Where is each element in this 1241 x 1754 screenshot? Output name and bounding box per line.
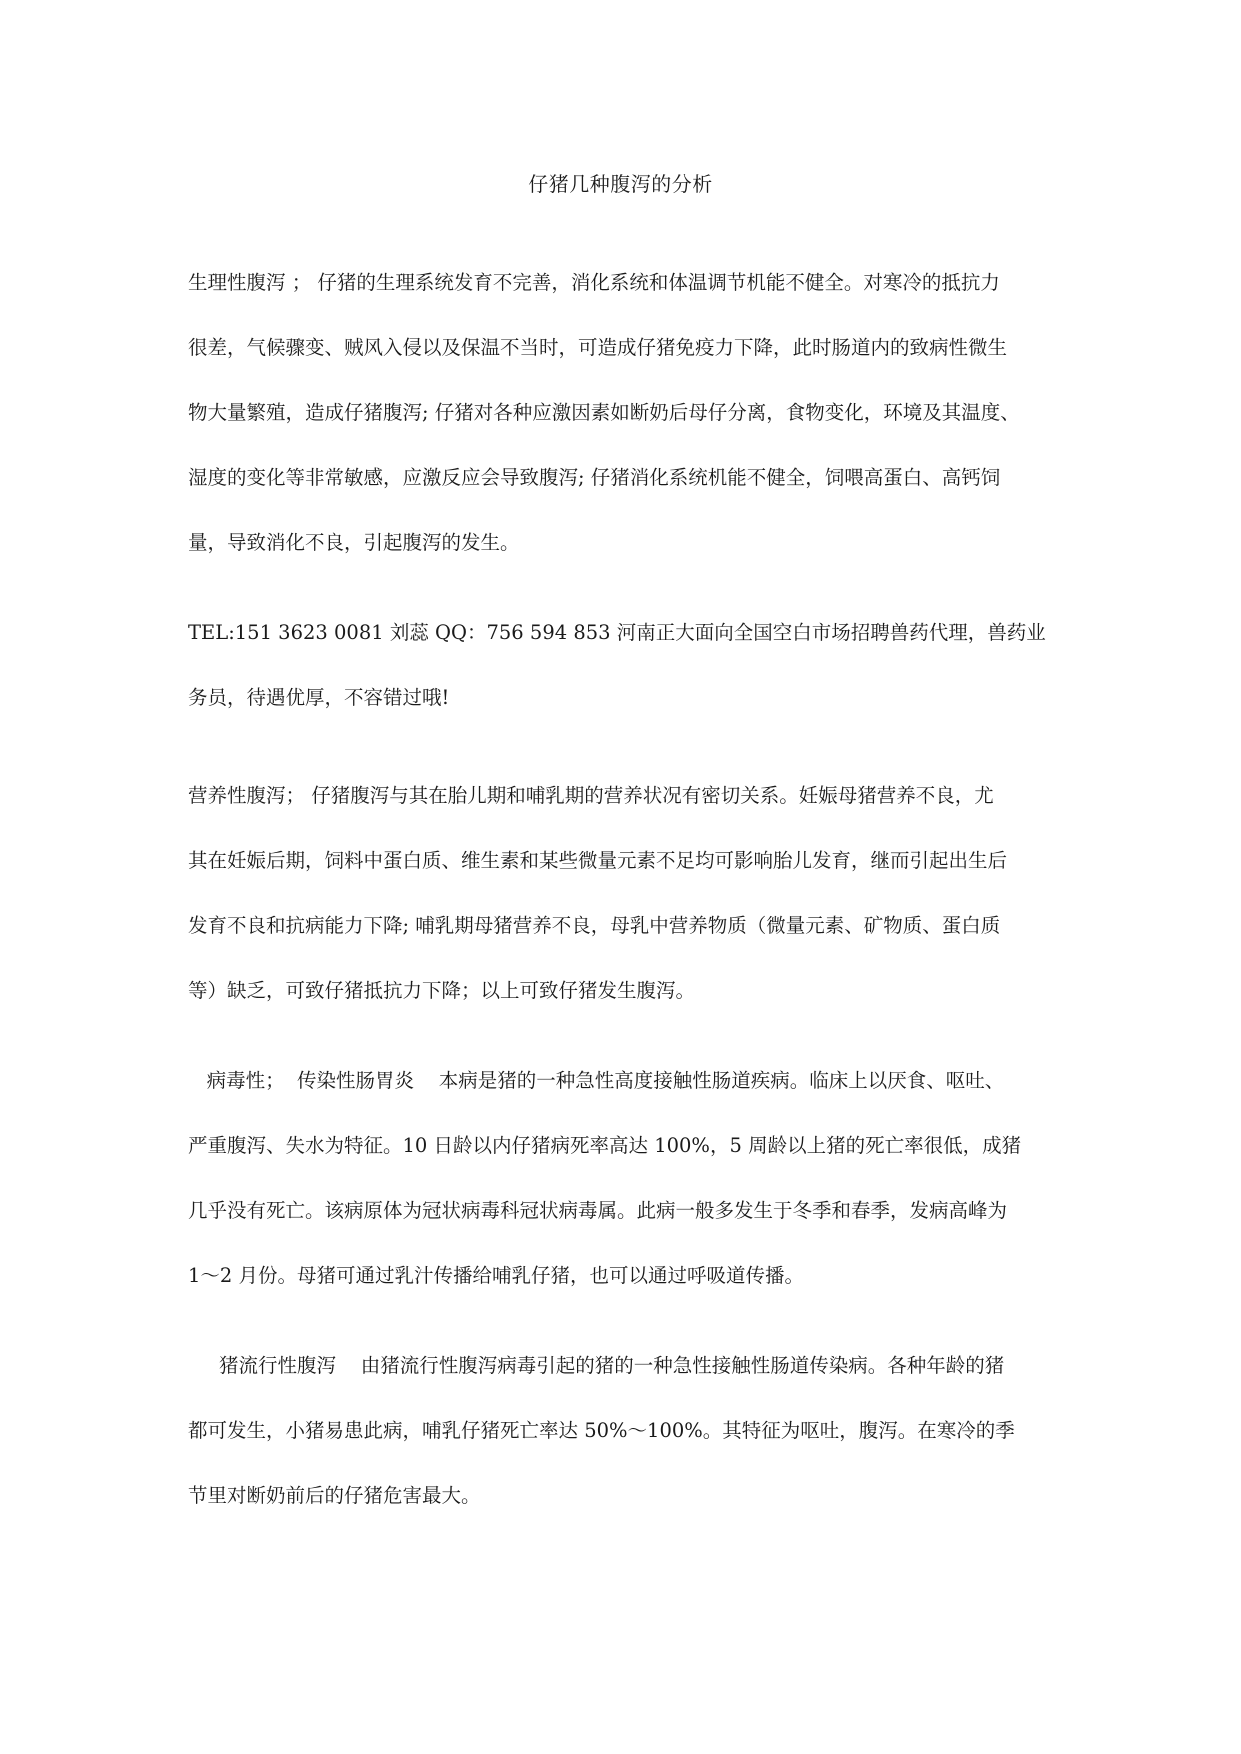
document-title: 仔猪几种腹泻的分析: [528, 172, 713, 196]
paragraph-line: 生理性腹泻 ； 仔猪的生理系统发育不完善，消化系统和体温调节机能不健全。对寒冷的抵抗力: [188, 271, 1000, 294]
paragraph-physiological-diarrhea: [188, 250, 1056, 575]
paragraph-line: TEL:151 3623 0081 刘蕊 QQ：756 594 853 河南正大面向全国空白市场招聘兽药代理，兽药业: [188, 621, 1046, 644]
paragraph-line: 很差，气候骤变、贼风入侵以及保温不当时，可造成仔猪免疫力下降，此时肠道内的致病性微生: [188, 336, 1008, 359]
paragraph-line: 湿度的变化等非常敏感，应激反应会导致腹泻; 仔猪消化系统机能不健全，饲喂高蛋白、高钙饲: [188, 466, 1001, 489]
paragraph-nutritional-diarrhea: [188, 763, 1056, 1023]
paragraph-line: 病毒性； 传染性肠胃炎 本病是猪的一种急性高度接触性肠道疾病。临床上以厌食、呕吐、: [188, 1069, 1005, 1092]
paragraph-contact-info: [188, 600, 1056, 730]
paragraph-line: 量，导致消化不良，引起腹泻的发生。: [188, 531, 520, 554]
paragraph-line: 务员，待遇优厚，不容错过哦!: [188, 686, 450, 709]
paragraph-line: 节里对断奶前后的仔猪危害最大。: [188, 1484, 481, 1507]
paragraph-line: 几乎没有死亡。该病原体为冠状病毒科冠状病毒属。此病一般多发生于冬季和春季，发病高峰为: [188, 1199, 1008, 1222]
paragraph-line: 都可发生，小猪易患此病，哺乳仔猪死亡率达 50%～100%。其特征为呕吐，腹泻。在寒冷的季: [188, 1419, 1015, 1442]
paragraph-epidemic-diarrhea: [188, 1333, 1056, 1528]
paragraph-line: 1～2 月份。母猪可通过乳汁传播给哺乳仔猪，也可以通过呼吸道传播。: [188, 1264, 805, 1287]
paragraph-line: 等）缺乏，可致仔猪抵抗力下降；以上可致仔猪发生腹泻。: [188, 979, 696, 1002]
paragraph-line: 其在妊娠后期，饲料中蛋白质、维生素和某些微量元素不足均可影响胎儿发育，继而引起出生后: [188, 849, 1008, 872]
paragraph-line: 物大量繁殖，造成仔猪腹泻; 仔猪对各种应激因素如断奶后母仔分离，食物变化，环境及其温度、: [188, 401, 1020, 424]
paragraph-viral-gastroenteritis: [188, 1048, 1056, 1308]
paragraph-line: 营养性腹泻； 仔猪腹泻与其在胎儿期和哺乳期的营养状况有密切关系。妊娠母猪营养不良，尤: [188, 784, 994, 807]
paragraph-line: 严重腹泻、失水为特征。10 日龄以内仔猪病死率高达 100%，5 周龄以上猪的死亡率很低，成猪: [188, 1134, 1022, 1157]
paragraph-line: 猪流行性腹泻 由猪流行性腹泻病毒引起的猪的一种急性接触性肠道传染病。各种年龄的猪: [188, 1354, 1005, 1377]
paragraph-line: 发育不良和抗病能力下降; 哺乳期母猪营养不良，母乳中营养物质（微量元素、矿物质、蛋白质: [188, 914, 1001, 937]
